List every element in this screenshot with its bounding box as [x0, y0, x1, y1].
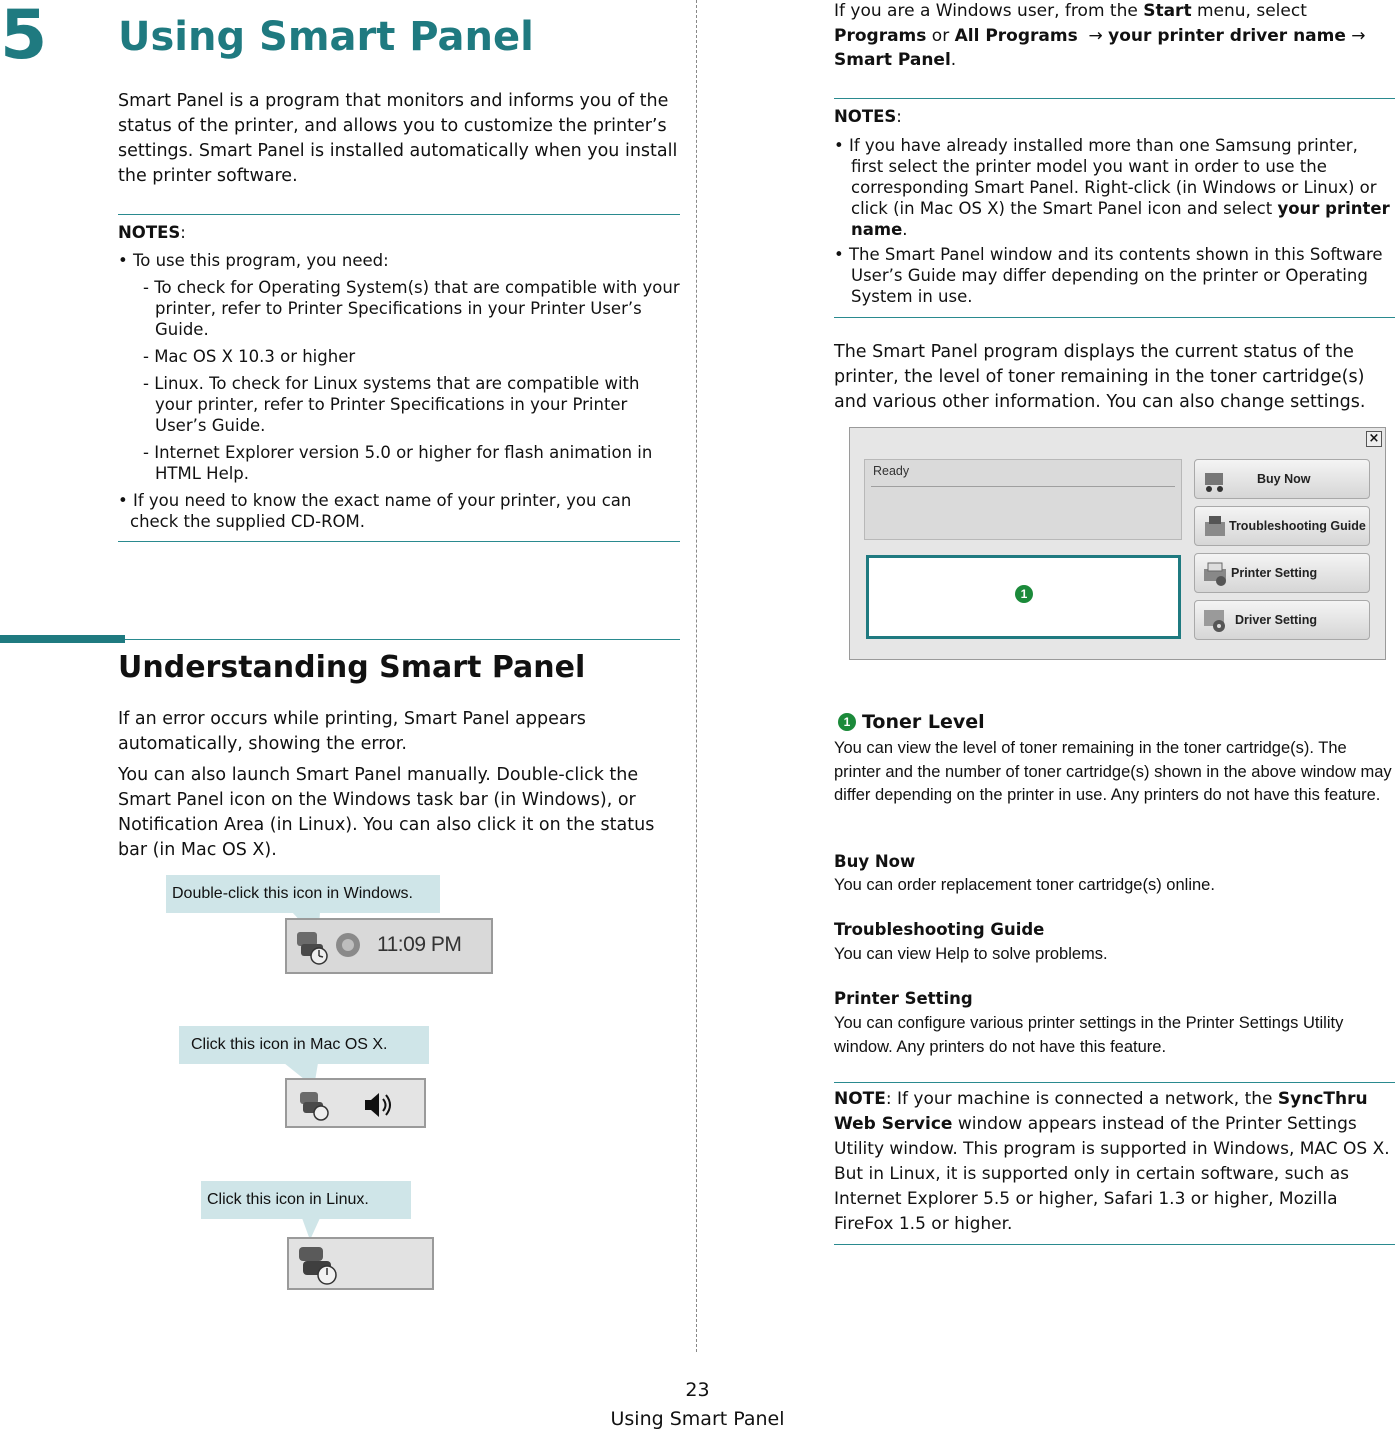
notes-bullet: • The Smart Panel window and its contents shown in this Software User’s Guide may differ depending on the printer or Operating System in use.: [834, 245, 1383, 306]
buy-now-text: You can order replacement toner cartridge(s) online.: [834, 876, 1215, 894]
section-paragraph: You can also launch Smart Panel manually. Double-click the Smart Panel icon on the Windows task bar (in Windows), or Notification Area (in Linux). You can also click it on the status bar (in Mac OS X).: [118, 765, 655, 860]
toner-level-heading: 1 Toner Level: [838, 711, 985, 733]
notes-bullet: • If you have already installed more than one Samsung printer, first select the printer model you want in order to use the corresponding Smart Panel. Right-click (in Windows or Linux) or click (in Mac OS X) the Smart Panel icon and select your printer name.: [834, 136, 1390, 239]
buy-now-heading: Buy Now: [834, 852, 916, 871]
notes-label: NOTES: [118, 223, 181, 242]
status-box: [864, 459, 1182, 540]
chapter-number: 5: [0, 0, 48, 75]
printer-setting-button[interactable]: Printer Setting: [1194, 553, 1370, 593]
troubleshooting-guide-button[interactable]: Troubleshooting Guide: [1194, 506, 1370, 546]
smart-panel-icon[interactable]: [297, 1086, 333, 1122]
speaker-icon: [333, 930, 363, 960]
close-button[interactable]: [1366, 431, 1382, 447]
mac-menubar: [285, 1078, 426, 1128]
toner-level-text: You can view the level of toner remaining in the toner cartridge(s). The printer and the number of toner cartridge(s) shown in the above window may differ depending on the printer in use. Any printers do not have this feature.: [834, 739, 1392, 804]
notes-label: NOTES: [834, 107, 897, 126]
printer-icon: [1201, 559, 1229, 587]
start-menu-text: Start: [1143, 1, 1192, 21]
buy-now-button[interactable]: Buy Now: [1194, 459, 1370, 499]
printer-setting-text: You can configure various printer settings in the Printer Settings Utility window. Any printers do not have this feature.: [834, 1014, 1344, 1056]
notes-bullet: • To use this program, you need:: [118, 251, 389, 270]
callout-badge: 1: [1015, 585, 1033, 603]
notes-sub-item: - Linux. To check for Linux systems that are compatible with your printer, refer to Printer Specifications in your Printer User’s Guide.: [143, 374, 640, 435]
section-paragraph: If an error occurs while printing, Smart Panel appears automatically, showing the error.: [118, 709, 586, 754]
divider: [834, 1082, 1395, 1083]
troubleshooting-heading: Troubleshooting Guide: [834, 920, 1045, 939]
page-title: Using Smart Panel: [118, 14, 534, 60]
callout-badge: 1: [838, 713, 856, 731]
divider: [118, 214, 680, 215]
divider: [834, 98, 1395, 99]
volume-icon: [361, 1090, 397, 1120]
section-title: Understanding Smart Panel: [118, 650, 586, 685]
linux-notification-area: [287, 1237, 434, 1290]
windows-callout: Double-click this icon in Windows.: [166, 875, 440, 913]
troubleshooting-text: You can view Help to solve problems.: [834, 945, 1108, 963]
notes-block: NOTES: • If you have already installed more than one Samsung printer, first select the printer model you want in order to use the corresponding Smart Panel. Right-click (in Windows or Linux) or click (in Mac OS X) the Smart Panel icon and select your printer name. • The Smart Panel window and its contents shown in this Software User’s Guide may differ depending on the printer or Operating System in use.: [834, 106, 1395, 307]
panel-description: The Smart Panel program displays the current status of the printer, the level of toner remaining in the toner cartridge(s) and various other information. You can also change settings.: [834, 342, 1366, 412]
driver-setting-button[interactable]: Driver Setting: [1194, 600, 1370, 640]
gear-icon: [1201, 606, 1229, 634]
mac-callout: Click this icon in Mac OS X.: [179, 1026, 429, 1064]
smart-panel-icon[interactable]: [293, 926, 333, 966]
page-number: 23: [685, 1379, 710, 1401]
intro-paragraph: Smart Panel is a program that monitors and informs you of the status of the printer, and allows you to customize the printer’s settings. Smart Panel is installed automatically when you install the printer software.: [118, 91, 678, 186]
divider: [834, 1244, 1395, 1245]
section-rule: [125, 639, 680, 640]
footer-title: Using Smart Panel: [610, 1408, 785, 1430]
status-text: Ready: [873, 464, 910, 478]
cart-icon: [1201, 465, 1229, 493]
notes-sub-item: - To check for Operating System(s) that are compatible with your printer, refer to Printer Specifications in your Printer User’s Guide.: [143, 278, 680, 339]
section-accent-bar: [0, 635, 125, 643]
wrench-icon: [1201, 512, 1229, 540]
close-icon: ×: [1368, 431, 1380, 446]
notes-sub-item: - Mac OS X 10.3 or higher: [143, 347, 356, 366]
column-separator: [696, 0, 697, 1352]
tray-clock: 11:09 PM: [377, 933, 462, 956]
smart-panel-icon[interactable]: [295, 1243, 341, 1287]
network-note: NOTE: If your machine is connected a network, the SyncThru Web Service window appears instead of the Printer Settings Utility window. This program is supported in Windows, MAC OS X. But in Linux, it is supported only in certain software, such as Internet Explorer 5.5 or higher, Safari 1.3 or higher, Mozilla FireFox 1.5 or higher.: [834, 1089, 1390, 1234]
divider: [118, 541, 680, 542]
divider: [834, 317, 1395, 318]
toner-level-area: [866, 555, 1181, 639]
linux-callout: Click this icon in Linux.: [201, 1181, 411, 1219]
windows-taskbar-tray: [285, 918, 493, 974]
launch-instructions: If you are a Windows user, from the Start menu, select Programs or All Programs → your printer driver name → Smart Panel.: [834, 1, 1366, 70]
notes-sub-item: - Internet Explorer version 5.0 or higher for flash animation in HTML Help.: [143, 443, 653, 483]
notes-bullet: • If you need to know the exact name of your printer, you can check the supplied CD-ROM.: [118, 491, 632, 531]
notes-block: NOTES: • To use this program, you need: - To check for Operating System(s) that are compatible with your printer, refer to Printer Specifications in your Printer User’s Guide. - Mac OS X 10.3 or higher - Linux. To check for Linux systems that are compatible with your printer, refer to Printer Specifications in your Printer User’s Guide. - Internet Explorer version 5.0 or higher for flash animation in HTML Help. • If you need to know the exact name of your printer, you can check the supplied CD-ROM.: [118, 223, 680, 531]
printer-setting-heading: Printer Setting: [834, 989, 973, 1008]
